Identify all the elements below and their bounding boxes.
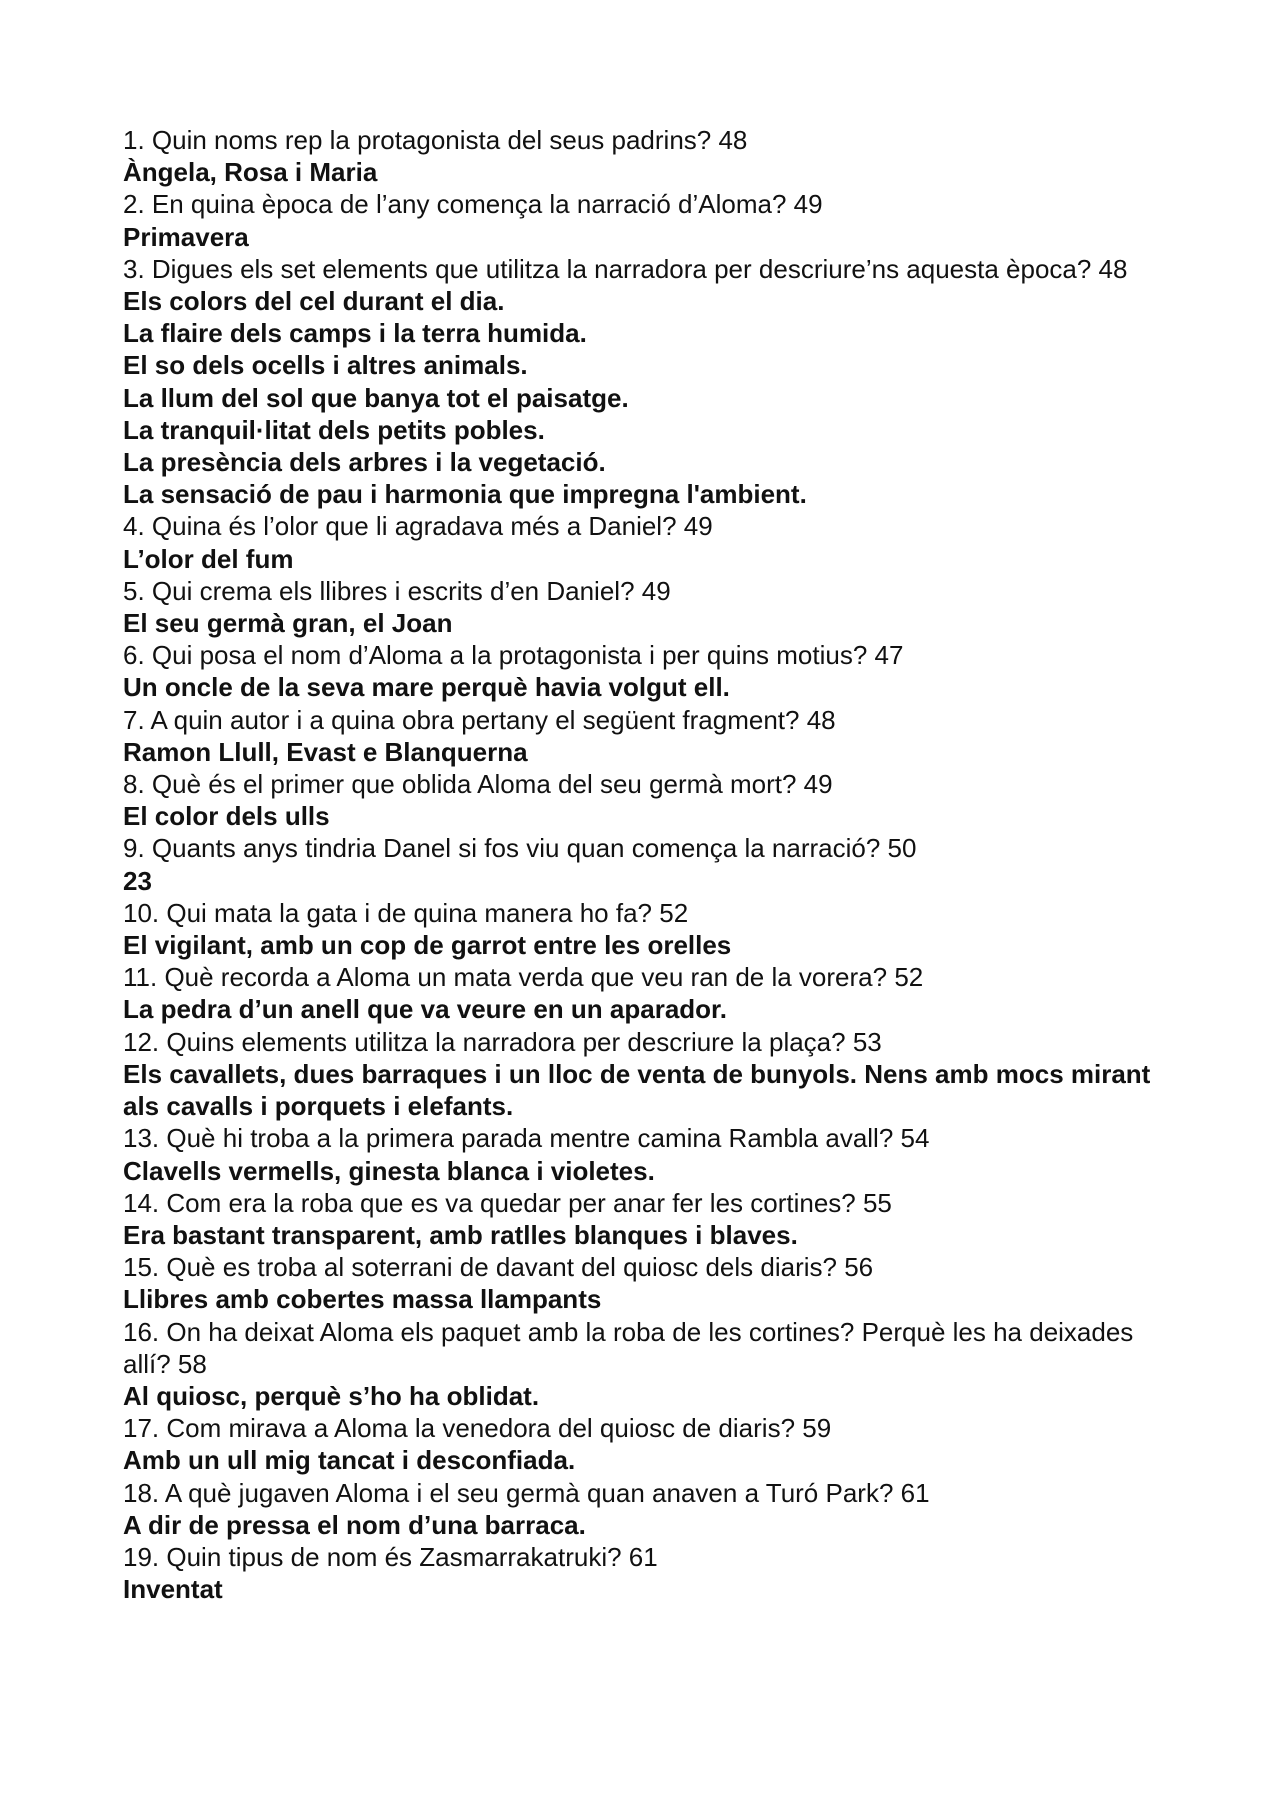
answer-3-line-7: La sensació de pau i harmonia que impregna l'ambient.	[123, 479, 807, 510]
question-1: 1. Quin noms rep la protagonista del seus padrins? 48	[123, 125, 748, 155]
document-page	[123, 124, 1163, 1605]
question-19: 19. Quin tipus de nom és Zasmarrakatruki? 61	[123, 1541, 658, 1572]
answer-12: Els cavallets, dues barraques i un lloc de venta de bunyols. Nens amb mocs mirant als cavalls i porquets i elefants.	[123, 1058, 1151, 1122]
question-10: 10. Qui mata la gata i de quina manera ho fa? 52	[123, 897, 689, 928]
answer-7: Ramon Llull, Evast e Blanquerna	[123, 736, 528, 767]
answer-19: Inventat	[123, 1574, 223, 1605]
question-2: 2. En quina època de l’any comença la narració d’Aloma? 49	[123, 189, 823, 220]
answer-6: Un oncle de la seva mare perquè havia volgut ell.	[123, 672, 730, 703]
answer-14: Era bastant transparent, amb ratlles blanques i blaves.	[123, 1219, 798, 1250]
question-6: 6. Qui posa el nom d’Aloma a la protagonista i per quins motius? 47	[123, 640, 904, 671]
question-13: 13. Què hi troba a la primera parada mentre camina Rambla avall? 54	[123, 1123, 930, 1154]
answer-3-line-2: La flaire dels camps i la terra humida.	[123, 318, 587, 349]
question-15: 15. Què es troba al soterrani de davant del quiosc dels diaris? 56	[123, 1252, 874, 1283]
answer-10: El vigilant, amb un cop de garrot entre les orelles	[123, 930, 732, 961]
answer-3-line-6: La presència dels arbres i la vegetació.	[123, 447, 606, 478]
answer-4: L’olor del fum	[123, 543, 294, 574]
question-3: 3. Digues els set elements que utilitza la narradora per descriure’ns aquesta època? 48	[123, 253, 1128, 284]
question-16: 16. On ha deixat Aloma els paquet amb la roba de les cortines? Perquè les ha deixades allí? 58	[123, 1316, 1134, 1379]
answer-17: Amb un ull mig tancat i desconfiada.	[123, 1445, 576, 1476]
answer-3-line-1: Els colors del cel durant el dia.	[123, 286, 505, 317]
answer-2: Primavera	[123, 221, 249, 252]
answer-3-line-4: La llum del sol que banya tot el paisatge.	[123, 382, 629, 413]
question-5: 5. Qui crema els llibres i escrits d’en Daniel? 49	[123, 575, 671, 606]
question-11: 11. Què recorda a Aloma un mata verda que veu ran de la vorera? 52	[123, 962, 924, 993]
question-4: 4. Quina és l’olor que li agradava més a Daniel? 49	[123, 511, 713, 542]
answer-18: A dir de pressa el nom d’una barraca.	[123, 1509, 586, 1540]
answer-13: Clavells vermells, ginesta blanca i violetes.	[123, 1155, 655, 1186]
answer-1: Àngela, Rosa i Maria	[123, 157, 378, 188]
question-12: 12. Quins elements utilitza la narradora per descriure la plaça? 53	[123, 1026, 882, 1057]
question-17: 17. Com mirava a Aloma la venedora del quiosc de diaris? 59	[123, 1413, 832, 1444]
answer-16: Al quiosc, perquè s’ho ha oblidat.	[123, 1380, 540, 1411]
question-9: 9. Quants anys tindria Danel si fos viu quan comença la narració? 50	[123, 833, 917, 864]
question-8: 8. Què és el primer que oblida Aloma del seu germà mort? 49	[123, 769, 833, 800]
answer-8: El color dels ulls	[123, 801, 330, 832]
answer-3-line-3: El so dels ocells i altres animals.	[123, 350, 528, 381]
answer-3-line-5: La tranquil·litat dels petits pobles.	[123, 414, 545, 445]
answer-9: 23	[123, 865, 152, 896]
question-18: 18. A què jugaven Aloma i el seu germà quan anaven a Turó Park? 61	[123, 1477, 930, 1508]
question-14: 14. Com era la roba que es va quedar per anar fer les cortines? 55	[123, 1187, 892, 1218]
answer-15: Llibres amb cobertes massa llampants	[123, 1284, 602, 1315]
question-7: 7. A quin autor i a quina obra pertany el següent fragment? 48	[123, 704, 836, 735]
answer-5: El seu germà gran, el Joan	[123, 608, 453, 639]
answer-11: La pedra d’un anell que va veure en un aparador.	[123, 994, 727, 1025]
